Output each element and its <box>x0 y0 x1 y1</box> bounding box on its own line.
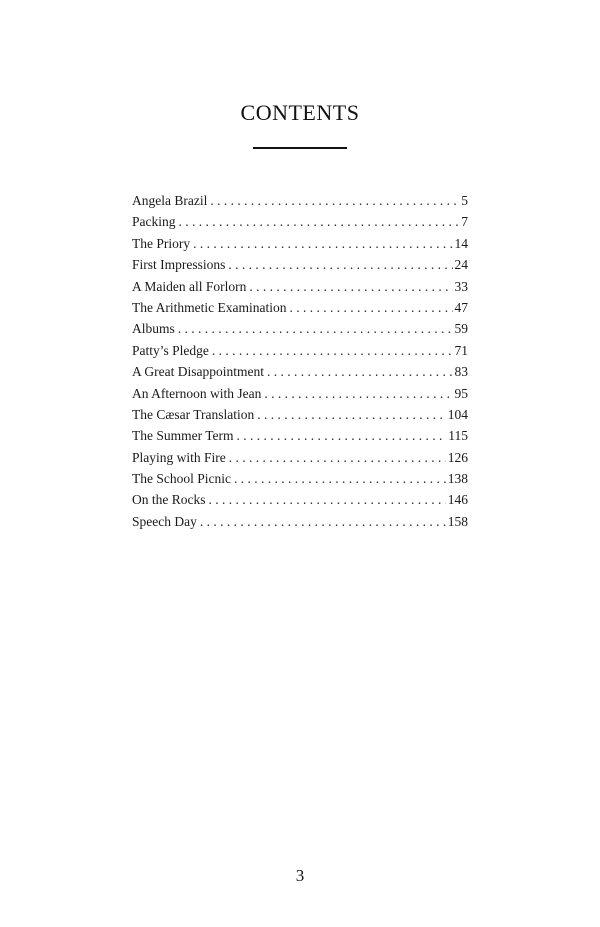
toc-entry-title: The School Picnic <box>132 471 231 487</box>
toc-entry-title: A Great Disappointment <box>132 364 264 380</box>
toc-leader-dots <box>178 318 453 339</box>
toc-entry <box>132 511 468 532</box>
toc-entry-title: The Cæsar Translation <box>132 406 255 422</box>
toc-leader-dots <box>209 489 446 510</box>
toc-entry <box>132 233 468 254</box>
table-of-contents <box>132 190 468 532</box>
toc-entry-title: Angela Brazil <box>132 193 208 208</box>
toc-entry <box>132 425 468 446</box>
toc-leader-dots <box>179 211 460 232</box>
toc-entry-page: 33 <box>454 278 468 294</box>
toc-entry-page: 59 <box>454 321 468 337</box>
toc-entry <box>132 340 468 361</box>
toc-entry <box>132 190 468 211</box>
toc-entry-page: 146 <box>447 492 468 508</box>
toc-entry <box>132 383 468 404</box>
toc-entry <box>132 254 468 275</box>
toc-entry-page: 47 <box>454 299 468 315</box>
toc-entry-page: 104 <box>447 406 468 422</box>
toc-entry-title: On the Rocks <box>132 492 206 508</box>
page-title: CONTENTS <box>240 100 360 125</box>
toc-entry-page: 14 <box>454 235 468 251</box>
toc-entry <box>132 361 468 382</box>
toc-leader-dots <box>257 404 445 425</box>
toc-entry-page: 115 <box>448 428 468 444</box>
toc-entry <box>132 489 468 510</box>
toc-entry-title: First Impressions <box>132 257 226 273</box>
page-number: 3 <box>295 866 305 885</box>
toc-entry-page: 5 <box>461 193 468 208</box>
toc-entry-page: 71 <box>454 342 468 358</box>
toc-entry <box>132 318 468 339</box>
toc-leader-dots <box>229 447 446 468</box>
toc-entry-page: 24 <box>454 257 468 273</box>
toc-entry <box>132 468 468 489</box>
toc-leader-dots <box>237 425 447 446</box>
toc-leader-dots <box>234 468 446 489</box>
toc-leader-dots <box>212 340 453 361</box>
toc-entry-title: Playing with Fire <box>132 449 226 465</box>
toc-leader-dots <box>264 383 452 404</box>
toc-entry-page: 138 <box>447 471 468 487</box>
toc-leader-dots <box>210 190 459 211</box>
toc-leader-dots <box>249 276 452 297</box>
toc-entry-title: Speech Day <box>132 513 197 529</box>
toc-entry-page: 83 <box>454 364 468 380</box>
toc-entry-page: 95 <box>454 385 468 401</box>
toc-entry <box>132 211 468 232</box>
toc-entry-page: 126 <box>447 449 468 465</box>
toc-entry-title: A Maiden all Forlorn <box>132 278 247 294</box>
toc-entry-title: The Priory <box>132 235 191 251</box>
toc-leader-dots <box>193 233 452 254</box>
toc-entry-title: The Summer Term <box>132 428 234 444</box>
toc-entry-title: The Arithmetic Examination <box>132 299 287 315</box>
title-underline <box>253 147 347 149</box>
toc-entry-title: Albums <box>132 321 175 337</box>
toc-entry-page: 158 <box>447 513 468 529</box>
toc-entry <box>132 447 468 468</box>
toc-entry-title: Packing <box>132 214 176 230</box>
toc-entry-page: 7 <box>461 214 468 230</box>
toc-leader-dots <box>200 511 446 532</box>
toc-entry <box>132 297 468 318</box>
toc-entry-title: Patty’s Pledge <box>132 342 209 358</box>
toc-entry <box>132 276 468 297</box>
toc-entry-title: An Afternoon with Jean <box>132 385 262 401</box>
toc-leader-dots <box>289 297 452 318</box>
toc-entry <box>132 404 468 425</box>
toc-leader-dots <box>267 361 453 382</box>
toc-leader-dots <box>228 254 452 275</box>
